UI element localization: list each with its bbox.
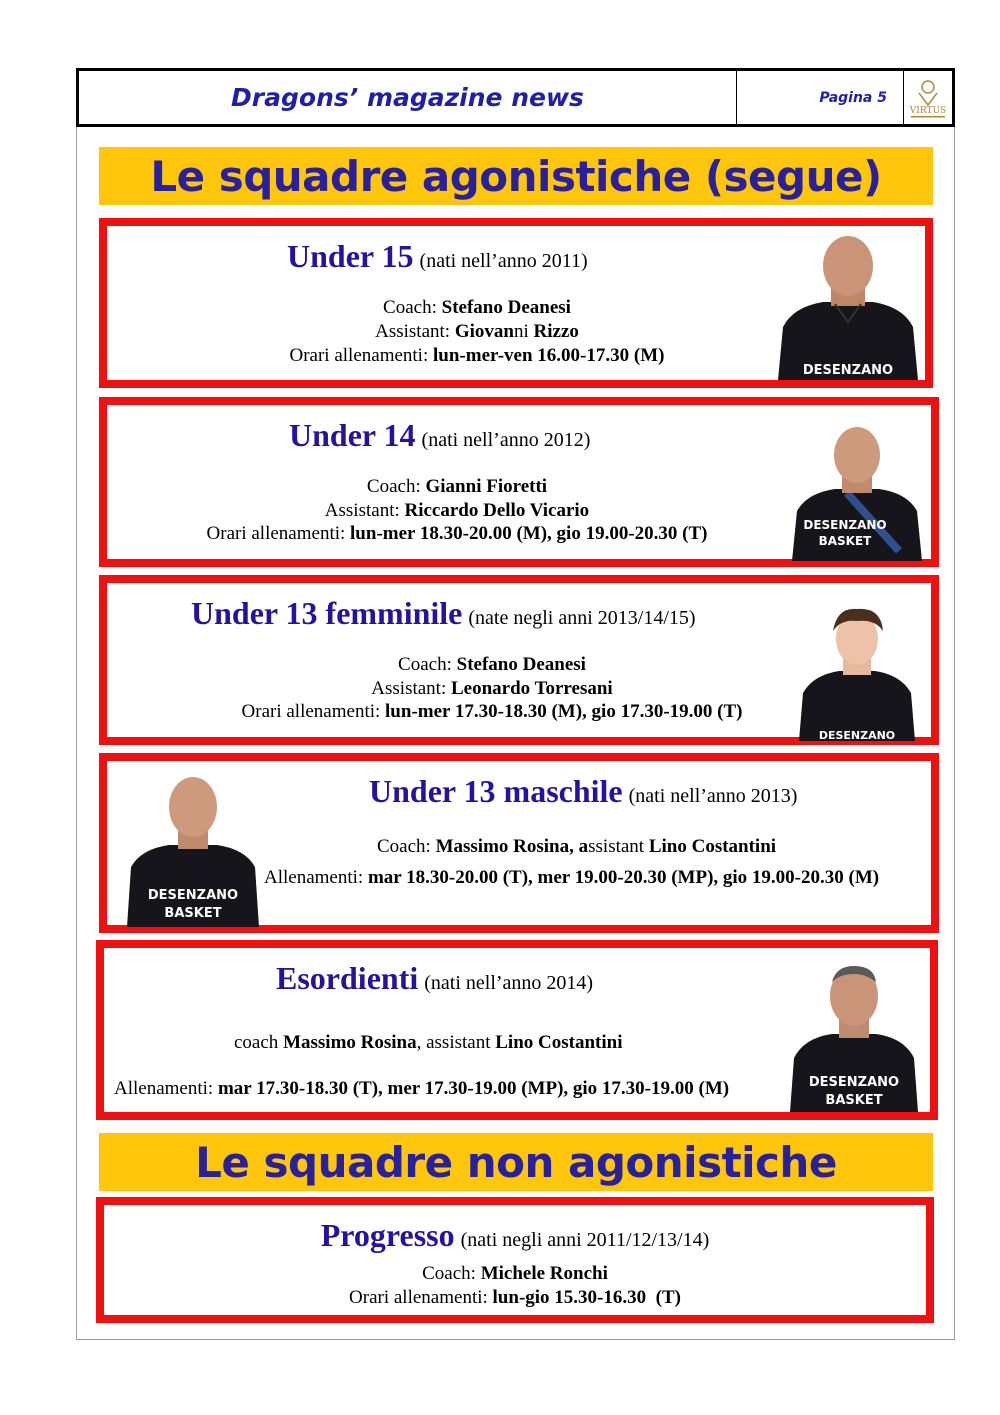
svg-text:BASKET: BASKET [818,534,872,548]
coach-line: Coach: Massimo Rosina, assistant Lino Costantini [377,836,777,857]
svg-text:DESENZANO: DESENZANO [147,888,239,903]
svg-text:DESENZANO: DESENZANO [803,518,887,532]
coach-line: coach Massimo Rosina, assistant Lino Costantini [234,1032,623,1053]
team-name: Under 13 maschile [369,773,623,809]
team-name: Under 14 [289,417,416,453]
team-title [104,1217,926,1254]
svg-text:DESENZANO: DESENZANO [808,1075,900,1090]
team-title [369,773,797,810]
team-card-under-14 [99,397,939,567]
coach-photo [795,601,919,741]
team-card-progresso [96,1197,934,1323]
team-years: (nati nell’anno 2011) [419,250,588,272]
team-years: (nate negli anni 2013/14/15) [468,607,696,629]
schedule-line: Orari allenamenti: lun-mer 18.30-20.00 (M), gio 19.00-20.30 (T) [206,523,708,544]
team-years: (nati nell’anno 2012) [421,429,591,451]
team-title [276,960,593,997]
page-number: Pagina 5 [737,71,904,124]
coach-line: Coach: Stefano Deanesi [398,654,586,675]
virtus-logo [904,71,952,124]
assistant-line: Assistant: Riccardo Dello Vicario [324,500,590,521]
schedule-line: Allenamenti: mar 17.30-18.30 (T), mer 17.30-19.00 (MP), gio 17.30-19.00 (M) [114,1078,730,1099]
team-years: (nati nell’anno 2014) [424,972,594,994]
team-name: Esordienti [276,960,419,996]
team-card-under-13-maschile [99,753,939,933]
team-card-esordienti [96,940,938,1120]
team-years: (nati nell’anno 2013) [628,785,798,807]
coach-photo [773,232,923,380]
coach-photo [123,767,263,927]
magazine-title: Dragons’ magazine news [79,71,737,124]
coach-line: Coach: Gianni Fioretti [366,476,548,497]
svg-text:DESENZANO: DESENZANO [802,363,894,378]
svg-text:VIRTUS: VIRTUS [909,105,947,116]
coach-line: Coach: Michele Ronchi [422,1263,608,1284]
team-title [287,238,588,275]
svg-text:DESENZANO: DESENZANO [818,729,896,741]
svg-text:BASKET: BASKET [825,1093,883,1108]
schedule-line: Orari allenamenti: lun-mer 17.30-18.30 (M), gio 17.30-19.00 (T) [241,701,743,722]
team-title [191,595,696,632]
team-name: Under 15 [287,238,414,274]
schedule-line: Orari allenamenti: lun-mer-ven 16.00-17.30 (M) [289,345,665,366]
coach-photo [786,960,922,1112]
assistant-line: Assistant: Giovanni Rizzo [375,321,579,342]
schedule-line: Allenamenti: mar 18.30-20.00 (T), mer 19.00-20.30 (MP), gio 19.00-20.30 (M) [264,867,880,888]
coach-photo [787,421,927,561]
team-card-under-13-femminile [99,575,939,745]
schedule-line: Orari allenamenti: lun-gio 15.30-16.30 (T) [349,1287,681,1308]
team-name: Progresso [320,1217,455,1253]
section-banner-agonistiche: Le squadre agonistiche (segue) [99,147,933,205]
page-header [76,68,955,127]
team-card-under-15 [99,218,933,388]
svg-text:BASKET: BASKET [164,906,222,921]
coach-line: Coach: Stefano Deanesi [383,297,571,318]
team-years: (nati negli anni 2011/12/13/14) [460,1229,710,1251]
assistant-line: Assistant: Leonardo Torresani [371,678,613,699]
team-name: Under 13 femminile [191,595,463,631]
team-title [289,417,590,454]
section-banner-non-agonistiche: Le squadre non agonistiche [99,1133,933,1191]
